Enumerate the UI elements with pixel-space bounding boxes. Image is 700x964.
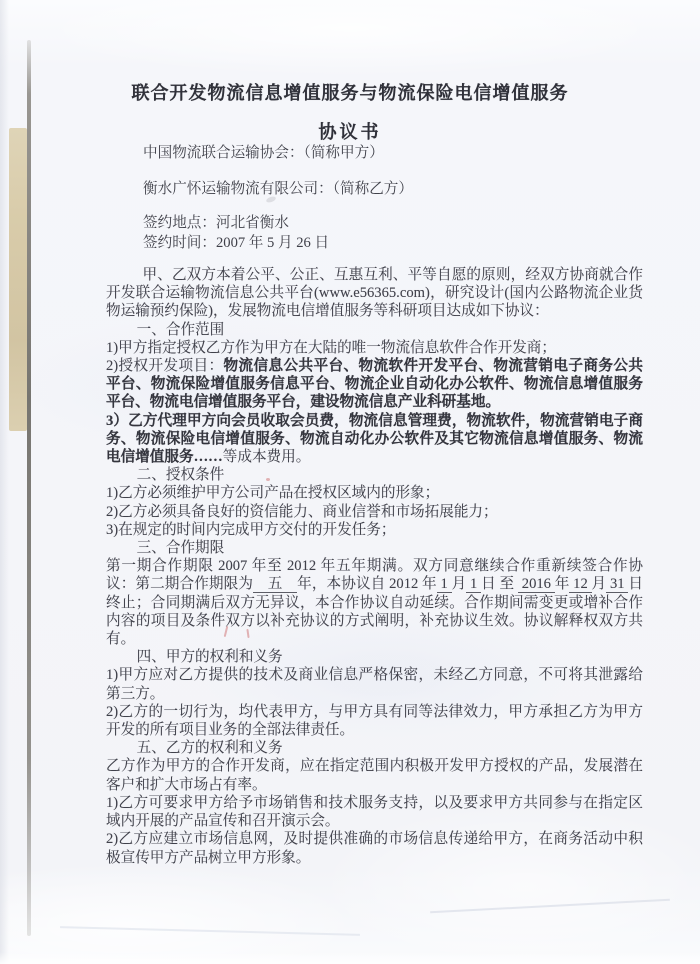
text-run: 日 至: [481, 576, 519, 593]
text-run: 甲、乙双方本着公平、公正、互惠互利、平等自愿的原则，经双方协商就合作开发联合运输物流信息公共平台(www.e56365.com)，研究设计(国内公路物流企业货物运输预约保险)，发展物流电信增值服务等科研项目达成如下协议：: [106, 267, 643, 320]
text-run: 2)授权开发项目：: [106, 358, 224, 375]
section-heading: [106, 321, 643, 339]
text-run: 1)乙方可要求甲方给予市场销售和技术服务支持，以及要求甲方共同参与在指定区域内开展的产品宣传和召开演示会。: [106, 794, 643, 830]
sign-time-line: 签约时间：2007 年 5 月 26 日: [143, 235, 330, 251]
document-title: 联合开发物流信息增值服务与物流保险电信增值服务: [131, 83, 569, 103]
section-heading: [106, 648, 643, 666]
paper-crease: [60, 926, 360, 936]
text-run: 2)乙方应建立市场信息网，及时提供准确的市场信息传递给甲方，在商务活动中积极宣传甲方产品树立甲方形象。: [106, 831, 643, 866]
paper-crease: [430, 899, 670, 914]
fill-in-blank-value: 2016: [518, 576, 555, 593]
scan-edge-tan-strip: [9, 128, 27, 431]
document-subtitle: 协议书: [318, 122, 382, 142]
text-run: 3)在规定的时间内完成甲方交付的开发任务；: [106, 521, 396, 538]
text-run: 等成本费用。: [222, 449, 311, 466]
document-meta: [143, 146, 413, 251]
fill-in-blank-value: 1: [466, 576, 482, 593]
section-heading: [106, 739, 643, 757]
text-run: 第一期合作期限 2007 年至 2012 年五年期满。双方同意继续合作重新续签合作协议：第二期合作期限为: [106, 558, 643, 593]
body-paragraph: [106, 503, 643, 521]
body-paragraph: [106, 557, 643, 648]
scan-edge-shade: [0, 0, 9, 964]
body-paragraph: [106, 703, 643, 739]
text-run: 日终止；合同期满后双方无异议，本合作协议自动延续。合作期间需变更或增补合作内容的项目及条件双方以补充协议的方式阐明，补充协议生效。协议解释权双方共有。: [106, 576, 643, 648]
body-paragraph: [106, 339, 643, 357]
fill-in-blank-value: 12: [569, 576, 592, 593]
section-heading: [106, 539, 643, 557]
text-run: 乙方作为甲方的合作开发商，应在指定范围内积极开发甲方授权的产品，发展潜在客户和扩大市场占有率。: [106, 758, 643, 793]
body-paragraph: [106, 484, 643, 502]
scan-bottom-edge: [0, 952, 700, 964]
text-run: 月: [591, 576, 607, 593]
body-paragraph: [106, 757, 643, 793]
sign-place-line: 签约地点：河北省衡水: [143, 215, 289, 231]
party-b-line: 衡水广怀运输物流有限公司：（简称乙方）: [143, 181, 413, 197]
text-run: 3）乙方代理甲方向会员收取会员费，物流信息管理费，物流软件，物流营销电子商务、物流保险电信增值服务、物流自动化办公软件及其它物流信息增值服务、物流电信增值服务……: [106, 412, 643, 466]
body-paragraph: [106, 666, 643, 702]
text-run: 四、甲方的权利和义务: [136, 649, 283, 666]
body-paragraph: [106, 521, 643, 539]
text-run: 1)乙方必须维护甲方公司产品在授权区域内的形象；: [106, 485, 440, 502]
text-run: 物流信息公共平台、物流软件开发平台、物流营销电子商务公共平台、物流保险增值服务信息平台、物流企业自动化办公软件、物流信息增值服务平台、物流电信增值服务平台，建设物流信息产业科研基地。: [106, 358, 643, 411]
text-run: 一、合作范围: [136, 321, 225, 338]
text-run: 三、合作期限: [136, 540, 225, 557]
body-paragraph: [106, 266, 643, 321]
fill-in-blank-value: 31: [606, 576, 629, 593]
text-run: 2)乙方的一切行为，均代表甲方，与甲方具有同等法律效力，甲方承担乙方为甲方开发的所有项目业务的全部法律责任。: [106, 703, 643, 739]
scan-edge-dark-line: [27, 40, 31, 936]
text-run: 年，本协议自 2012 年: [297, 576, 437, 593]
body-paragraph: [106, 830, 643, 866]
fill-in-blank-value: 五: [253, 576, 298, 593]
text-run: 五、乙方的权利和义务: [136, 740, 283, 757]
party-a-line: 中国物流联合运输协会：（简称甲方）: [143, 145, 384, 161]
text-run: 2)乙方必须具备良好的资信能力、商业信誉和市场拓展能力；: [106, 503, 498, 520]
text-run: 1)甲方指定授权乙方作为甲方在大陆的唯一物流信息软件合作开发商；: [106, 339, 556, 356]
body-paragraph: [106, 794, 643, 830]
text-run: 年: [554, 576, 570, 593]
body-paragraph: [106, 357, 643, 412]
text-run: 月: [451, 576, 467, 593]
text-run: 1)甲方应对乙方提供的技术及商业信息严格保密，未经乙方同意，不可将其泄露给第三方。: [106, 667, 643, 702]
text-run: 二、授权条件: [136, 467, 225, 484]
fill-in-blank-value: 1: [436, 576, 452, 593]
document-body: [106, 266, 643, 867]
section-heading: [106, 466, 643, 484]
body-paragraph: [106, 412, 643, 467]
